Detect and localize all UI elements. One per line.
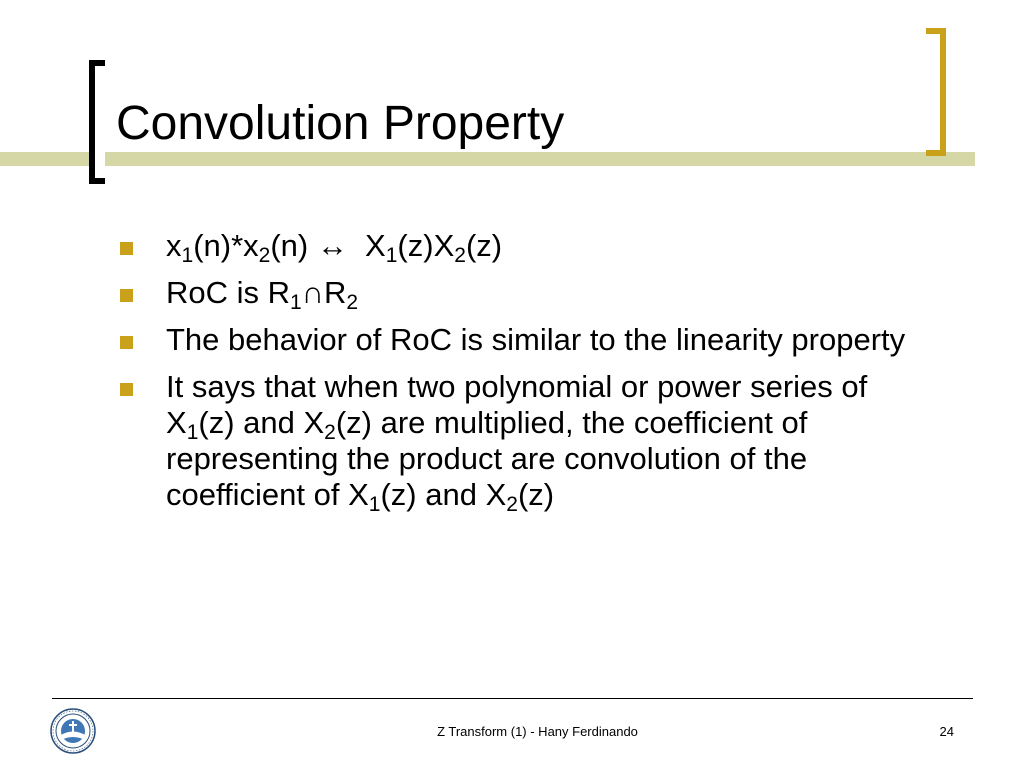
- bullet-roc: RoC is $R_1\cap R_2$: [118, 275, 938, 311]
- bullet-marker-icon: [120, 289, 133, 302]
- bullet-behavior: The behavior of RoC is similar to the linearity property: [118, 322, 938, 358]
- bullet-list: [118, 228, 938, 524]
- left-bracket-decoration: [89, 60, 105, 184]
- right-bracket-decoration: [926, 28, 946, 156]
- footer-divider: [52, 698, 973, 699]
- bullet-marker-icon: [120, 383, 133, 396]
- bullet-marker-icon: [120, 336, 133, 349]
- slide-title: Convolution Property: [116, 97, 565, 150]
- bullet-explanation: It says that when two polynomial or power series of $X_1(z)$ and $X_2(z)$ are multiplied, the coefficient of representing the product are convolution of the coefficient of $X_1(z)$ and $X_2(z)$: [118, 369, 938, 513]
- title-band: [0, 152, 975, 166]
- bullet-convolution-pair: $x_1(n)*x_2(n)$ ↔ $X_1(z)X_2(z)$: [118, 228, 938, 264]
- footer-text: Z Transform (1) - Hany Ferdinando: [437, 724, 638, 739]
- bullet-marker-icon: [120, 242, 133, 255]
- page-number: 24: [939, 724, 954, 739]
